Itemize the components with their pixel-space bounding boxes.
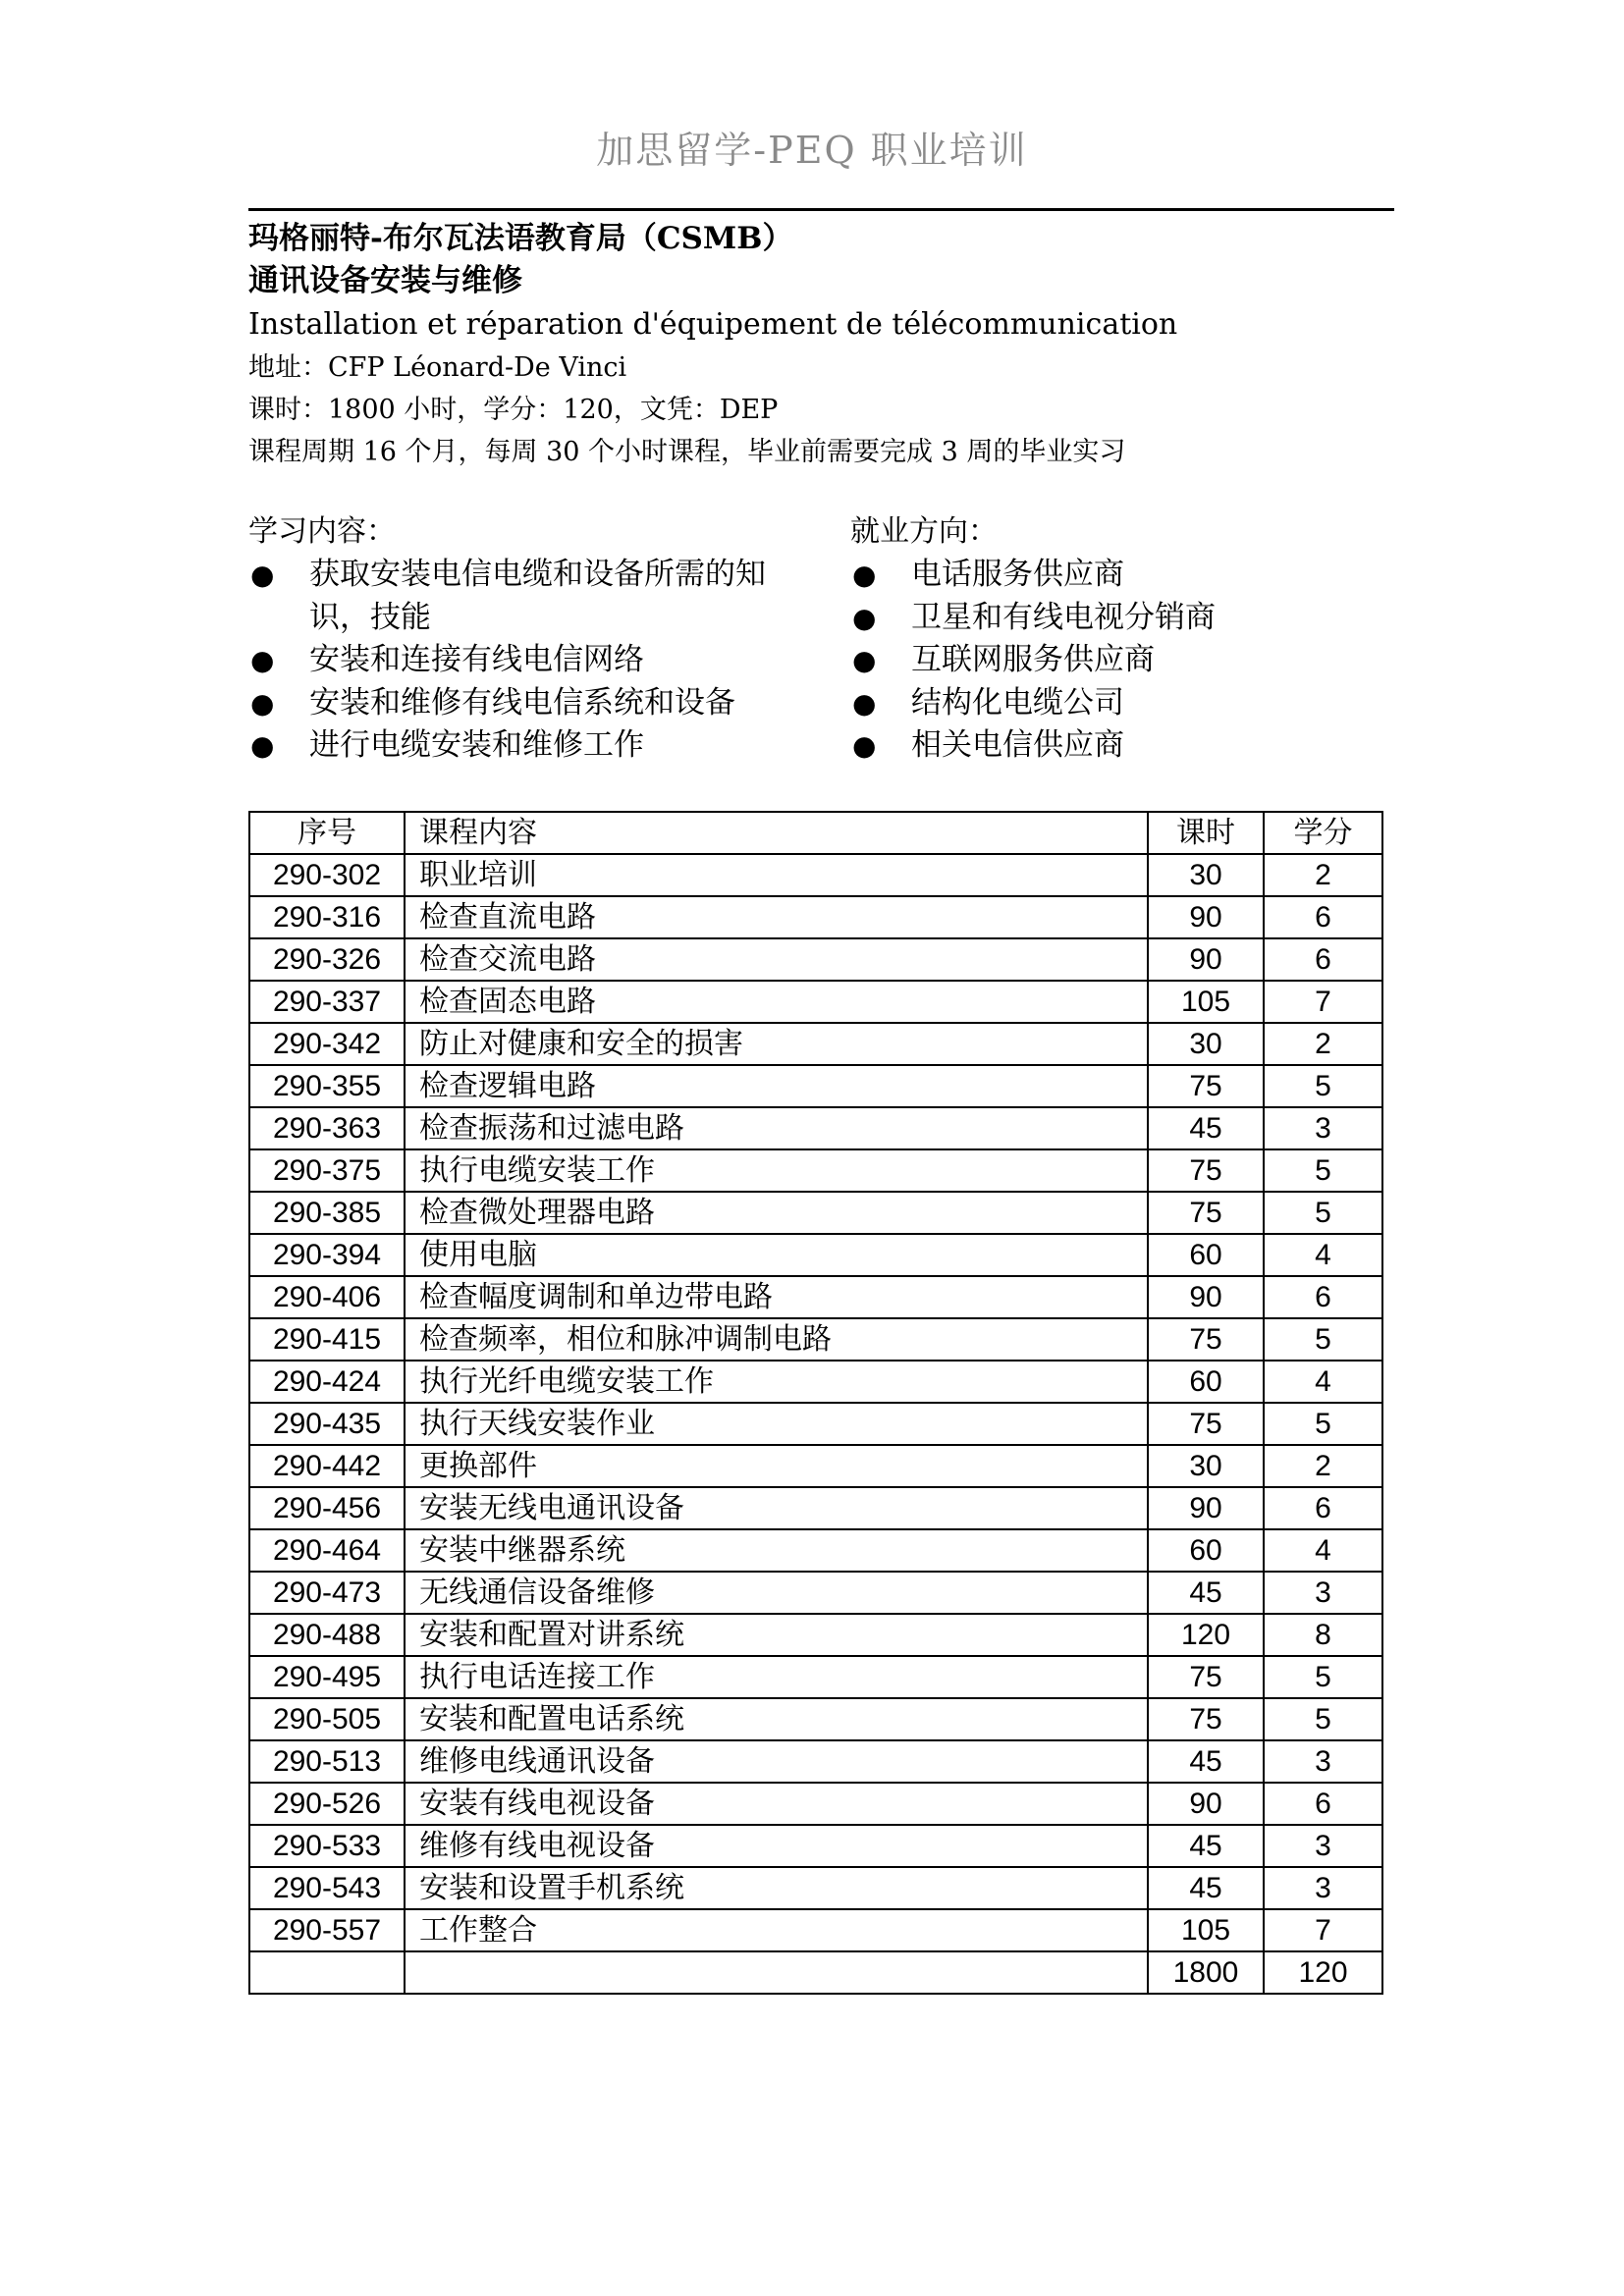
table-row: [249, 1909, 1382, 1951]
table-row: [249, 1318, 1382, 1361]
table-row: [249, 1825, 1382, 1867]
course-hours: 45: [1148, 1867, 1264, 1909]
course-table: [248, 811, 1383, 1995]
bullet-icon: ●: [250, 729, 275, 762]
course-hours: 30: [1148, 1445, 1264, 1487]
header-number: 序号: [249, 812, 405, 854]
course-name: 防止对健康和安全的损害: [405, 1023, 1148, 1065]
header-divider: [248, 208, 1394, 211]
course-name: 检查幅度调制和单边带电路: [405, 1276, 1148, 1318]
course-credits: 6: [1264, 938, 1382, 981]
course-name: 执行光纤电缆安装工作: [405, 1361, 1148, 1403]
course-number: 290-513: [249, 1740, 405, 1783]
course-name: 检查逻辑电路: [405, 1065, 1148, 1107]
course-hours: 45: [1148, 1825, 1264, 1867]
course-credits: 5: [1264, 1065, 1382, 1107]
course-credits: 3: [1264, 1107, 1382, 1149]
learning-item: [248, 682, 798, 725]
course-number: 290-337: [249, 981, 405, 1023]
course-hours: 30: [1148, 1023, 1264, 1065]
course-name: 检查固态电路: [405, 981, 1148, 1023]
employment-item: [850, 682, 1361, 725]
course-hours: 75: [1148, 1656, 1264, 1698]
course-name: 职业培训: [405, 854, 1148, 896]
totals-number: [249, 1951, 405, 1994]
course-number: 290-385: [249, 1192, 405, 1234]
bullet-icon: ●: [250, 686, 275, 720]
course-hours: 60: [1148, 1361, 1264, 1403]
course-number: 290-543: [249, 1867, 405, 1909]
course-name: 执行电话连接工作: [405, 1656, 1148, 1698]
course-number: 290-342: [249, 1023, 405, 1065]
course-hours: 60: [1148, 1234, 1264, 1276]
course-name: 安装和配置对讲系统: [405, 1614, 1148, 1656]
table-row: [249, 1403, 1382, 1445]
program-hours-credits: 课时：1800 小时，学分：120，文凭：DEP: [248, 395, 779, 425]
course-name: 安装无线电通讯设备: [405, 1487, 1148, 1529]
course-number: 290-464: [249, 1529, 405, 1572]
course-number: 290-435: [249, 1403, 405, 1445]
course-hours: 45: [1148, 1572, 1264, 1614]
bullet-icon: ●: [852, 601, 877, 634]
course-number: 290-557: [249, 1909, 405, 1951]
bullet-icon: ●: [250, 559, 275, 591]
course-number: 290-375: [249, 1149, 405, 1192]
table-row: [249, 1783, 1382, 1825]
learning-content-section: [248, 510, 798, 768]
course-name: 检查直流电路: [405, 896, 1148, 938]
course-number: 290-505: [249, 1698, 405, 1740]
table-row: [249, 1107, 1382, 1149]
course-credits: 3: [1264, 1867, 1382, 1909]
learning-item: [248, 639, 798, 682]
course-hours: 105: [1148, 1909, 1264, 1951]
employment-item: [850, 597, 1361, 640]
employment-item: [850, 724, 1361, 768]
course-credits: 6: [1264, 1783, 1382, 1825]
learning-heading: 学习内容：: [248, 514, 396, 549]
course-number: 290-326: [249, 938, 405, 981]
course-credits: 3: [1264, 1825, 1382, 1867]
table-row: [249, 1149, 1382, 1192]
course-credits: 6: [1264, 1276, 1382, 1318]
course-credits: 4: [1264, 1529, 1382, 1572]
course-credits: 7: [1264, 981, 1382, 1023]
employment-heading: 就业方向：: [850, 514, 998, 549]
header-course-content: 课程内容: [405, 812, 1148, 854]
course-number: 290-415: [249, 1318, 405, 1361]
employment-section: [850, 510, 1361, 768]
course-number: 290-526: [249, 1783, 405, 1825]
course-hours: 90: [1148, 1783, 1264, 1825]
learning-item: [248, 724, 798, 768]
course-number: 290-456: [249, 1487, 405, 1529]
bullet-icon: ●: [852, 686, 877, 720]
course-credits: 5: [1264, 1192, 1382, 1234]
course-hours: 75: [1148, 1318, 1264, 1361]
page-header: 加思留学-PEQ 职业培训: [596, 129, 1028, 172]
table-row: [249, 1361, 1382, 1403]
course-number: 290-302: [249, 854, 405, 896]
course-credits: 4: [1264, 1361, 1382, 1403]
course-hours: 75: [1148, 1698, 1264, 1740]
header-hours: 课时: [1148, 812, 1264, 854]
course-hours: 120: [1148, 1614, 1264, 1656]
course-name: 安装和设置手机系统: [405, 1867, 1148, 1909]
course-name: 执行电缆安装工作: [405, 1149, 1148, 1192]
course-number: 290-533: [249, 1825, 405, 1867]
course-hours: 45: [1148, 1740, 1264, 1783]
course-credits: 2: [1264, 854, 1382, 896]
learning-item: [248, 554, 798, 639]
table-row: [249, 1867, 1382, 1909]
employment-item: [850, 639, 1361, 682]
learning-item-text: 安装和连接有线电信网络: [309, 642, 644, 677]
table-row: [249, 1656, 1382, 1698]
course-credits: 8: [1264, 1614, 1382, 1656]
course-name: 工作整合: [405, 1909, 1148, 1951]
course-number: 290-316: [249, 896, 405, 938]
course-hours: 45: [1148, 1107, 1264, 1149]
course-name: 安装和配置电话系统: [405, 1698, 1148, 1740]
course-hours: 75: [1148, 1065, 1264, 1107]
course-credits: 2: [1264, 1445, 1382, 1487]
institution-name: 玛格丽特-布尔瓦法语教育局（CSMB）: [248, 221, 793, 256]
course-hours: 75: [1148, 1403, 1264, 1445]
employment-item-text: 相关电信供应商: [911, 727, 1124, 763]
table-row: [249, 854, 1382, 896]
course-credits: 5: [1264, 1318, 1382, 1361]
course-name: 检查频率，相位和脉冲调制电路: [405, 1318, 1148, 1361]
bullet-icon: ●: [250, 644, 275, 676]
course-table-body: [249, 854, 1382, 1994]
course-name: 安装有线电视设备: [405, 1783, 1148, 1825]
course-number: 290-355: [249, 1065, 405, 1107]
course-name: 维修电线通讯设备: [405, 1740, 1148, 1783]
total-hours: 1800: [1148, 1951, 1264, 1994]
employment-item: [850, 554, 1361, 597]
course-hours: 60: [1148, 1529, 1264, 1572]
bullet-icon: ●: [852, 559, 877, 591]
program-title-block: [248, 218, 1397, 473]
course-credits: 6: [1264, 896, 1382, 938]
table-row: [249, 1445, 1382, 1487]
learning-item-text: 获取安装电信电缆和设备所需的知识，技能: [309, 557, 766, 635]
table-row: [249, 1276, 1382, 1318]
table-row: [249, 1065, 1382, 1107]
course-name: 使用电脑: [405, 1234, 1148, 1276]
course-credits: 5: [1264, 1149, 1382, 1192]
table-row: [249, 981, 1382, 1023]
course-name: 检查微处理器电路: [405, 1192, 1148, 1234]
course-credits: 3: [1264, 1740, 1382, 1783]
employment-item-text: 结构化电缆公司: [911, 684, 1124, 721]
employment-item-text: 卫星和有线电视分销商: [911, 599, 1216, 635]
course-number: 290-406: [249, 1276, 405, 1318]
header-credits: 学分: [1264, 812, 1382, 854]
course-name: 检查交流电路: [405, 938, 1148, 981]
course-hours: 90: [1148, 938, 1264, 981]
bullet-icon: ●: [852, 644, 877, 676]
employment-item-text: 电话服务供应商: [911, 557, 1124, 592]
course-credits: 5: [1264, 1403, 1382, 1445]
learning-item-text: 进行电缆安装和维修工作: [309, 727, 644, 763]
course-hours: 75: [1148, 1149, 1264, 1192]
course-name: 更换部件: [405, 1445, 1148, 1487]
course-credits: 5: [1264, 1698, 1382, 1740]
course-name: 无线通信设备维修: [405, 1572, 1148, 1614]
program-address: 地址：CFP Léonard-De Vinci: [248, 352, 627, 383]
course-credits: 2: [1264, 1023, 1382, 1065]
course-name: 安装中继器系统: [405, 1529, 1148, 1572]
course-hours: 105: [1148, 981, 1264, 1023]
course-number: 290-394: [249, 1234, 405, 1276]
course-name: 检查振荡和过滤电路: [405, 1107, 1148, 1149]
course-hours: 90: [1148, 896, 1264, 938]
course-number: 290-495: [249, 1656, 405, 1698]
course-hours: 30: [1148, 854, 1264, 896]
table-row: [249, 1023, 1382, 1065]
course-credits: 7: [1264, 1909, 1382, 1951]
table-row: [249, 1529, 1382, 1572]
course-credits: 5: [1264, 1656, 1382, 1698]
course-hours: 90: [1148, 1487, 1264, 1529]
table-row: [249, 938, 1382, 981]
course-name: 维修有线电视设备: [405, 1825, 1148, 1867]
program-duration: 课程周期 16 个月，每周 30 个小时课程，毕业前需要完成 3 周的毕业实习: [248, 437, 1126, 467]
course-name: 执行天线安装作业: [405, 1403, 1148, 1445]
total-credits: 120: [1264, 1951, 1382, 1994]
course-hours: 75: [1148, 1192, 1264, 1234]
course-number: 290-473: [249, 1572, 405, 1614]
course-number: 290-488: [249, 1614, 405, 1656]
table-header-row: [249, 812, 1382, 854]
totals-name: [405, 1951, 1148, 1994]
program-title-cn: 通讯设备安装与维修: [248, 263, 522, 298]
course-number: 290-363: [249, 1107, 405, 1149]
course-hours: 90: [1148, 1276, 1264, 1318]
totals-row: [249, 1951, 1382, 1994]
table-row: [249, 1740, 1382, 1783]
program-title-fr: Installation et réparation d'équipement de télécommunication: [248, 307, 1178, 342]
learning-item-text: 安装和维修有线电信系统和设备: [309, 684, 735, 721]
table-row: [249, 1614, 1382, 1656]
course-credits: 4: [1264, 1234, 1382, 1276]
table-row: [249, 1487, 1382, 1529]
bullet-icon: ●: [852, 729, 877, 762]
course-credits: 6: [1264, 1487, 1382, 1529]
course-credits: 3: [1264, 1572, 1382, 1614]
table-row: [249, 1572, 1382, 1614]
table-row: [249, 896, 1382, 938]
table-row: [249, 1192, 1382, 1234]
employment-item-text: 互联网服务供应商: [911, 642, 1155, 677]
table-row: [249, 1698, 1382, 1740]
table-row: [249, 1234, 1382, 1276]
course-number: 290-424: [249, 1361, 405, 1403]
course-number: 290-442: [249, 1445, 405, 1487]
